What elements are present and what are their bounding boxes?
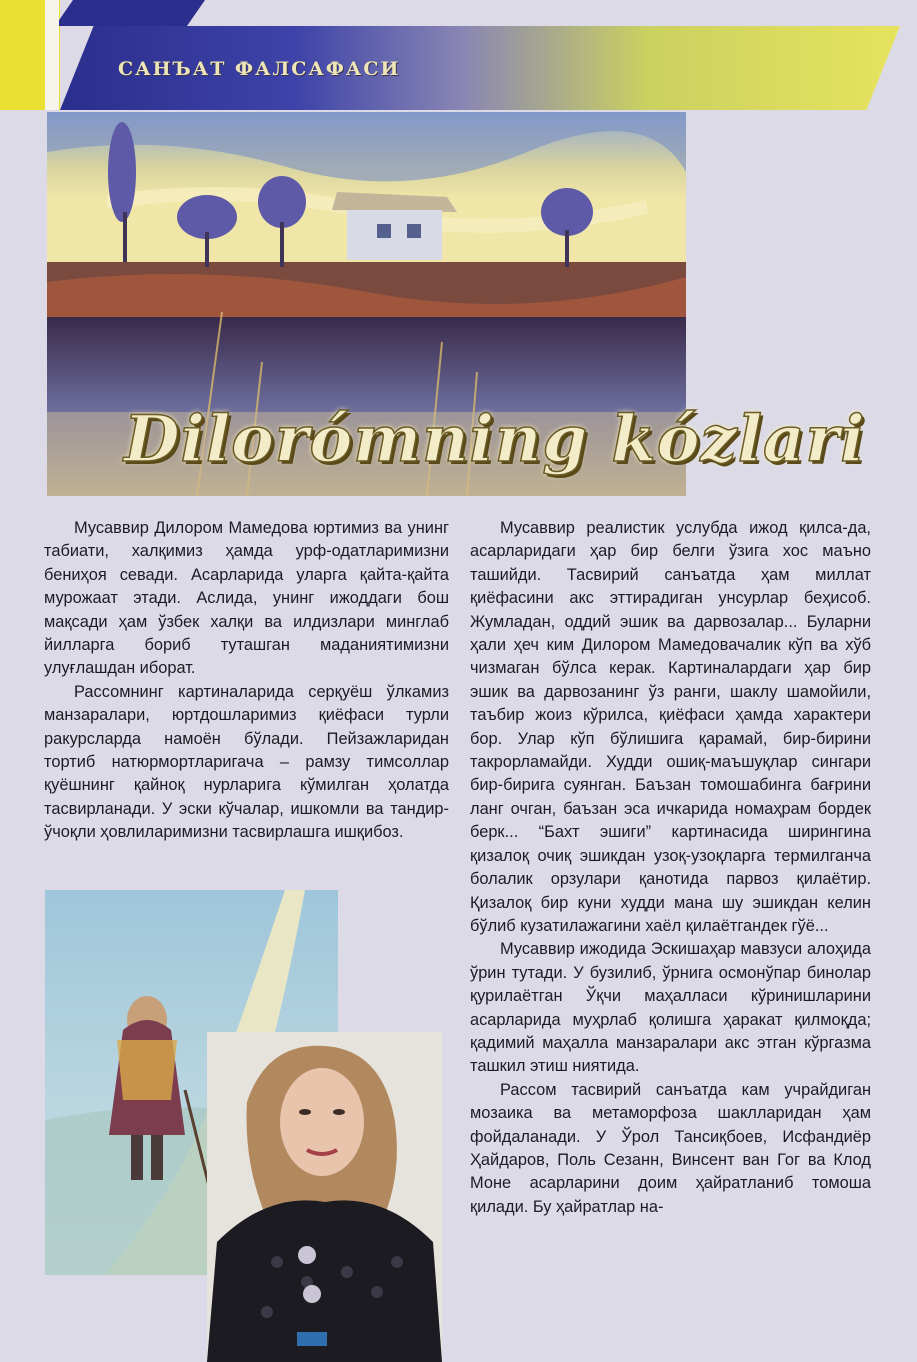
paragraph: Мусаввир ижодида Эскишаҳар мавзуси алоҳида ўрин тутади. У бузилиб, ўрнига осмонўпар бинолар қурилаётган Ўқчи маҳалласи кўринишларини асарларида муҳрлаб қолишга ҳаракат қилмоқда; қадимий маҳалла манзаралари акс этган кўргазма ташкил этиш ниятида. (470, 940, 871, 1076)
paragraph: Рассом тасвирий санъатда кам учрайдиган мозаика ва метаморфоза шаклларидан ҳам фойдаланади. У Ўрол Тансиқбоев, Исфандиёр Ҳайдаров, Поль Сезанн, Винсент ван Гог ва Клод Моне асарларини доим ҳайратланиб томоша қилади. Бу ҳайратлар на- (470, 1080, 871, 1216)
text-column-right (470, 517, 871, 1219)
artist-portrait (207, 1032, 442, 1362)
header-divider (45, 0, 59, 110)
paragraph: Мусаввир Дилором Мамедова юртимиз ва унинг табиати, халқимиз ҳамда урф-одатларимизни бениҳоя севади. Асарларида уларга қайта-қайта мурожаат этади. Аслида, унинг ижоддаги бош мақсади ҳам ўзбек халқи ва илдизлари минглаб йилларга бориб туташган маданиятимизни улуғлашдан иборат. (44, 519, 449, 678)
section-title: САНЪАТ ФАЛСАФАСИ (118, 58, 401, 80)
artist-portrait-photo (207, 1032, 442, 1362)
text-column-left (44, 517, 449, 845)
article-title: Dilorómning kózlari (124, 402, 866, 477)
header-blue-tab (55, 0, 205, 26)
paragraph: Рассомнинг картиналарида серқуёш ўлкамиз манзаралари, юртдошларимиз қиёфаси турли ракурсларда намоён бўлади. Пейзажларидан тортиб натюрмортларигача – рамзу тимсоллар қуёшнинг қайноқ нурларига кўмилган ҳолатда тасвирланади. У эски кўчалар, ишкомли ва тандир-ўчоқли ҳовлиларимизни тасвирлашга ишқибоз. (44, 682, 449, 842)
paragraph: Мусаввир реалистик услубда ижод қилса-да, асарларидаги ҳар бир белги ўзига хос маъно ташийди. Тасвирий санъатда ҳам миллат қиёфасини акс эттирадиган унсурлар беҳисоб. Жумладан, оддий эшик ва дарвозалар... Буларни ҳали ҳеч ким Дилором Мамедовачалик кўп ва хўб чизмаган бўлса керак. Картиналардаги ҳар бир эшик ва дарвозанинг ўз ранги, шаклу шамойили, таъбир жоиз кўрилса, қиёфаси ҳамда характери бор. Улар кўп бўлишига қарамай, бир-бирини такрорламайди. Худди ошиқ-маъшуқлар сингари бир-бирига суянган. Баъзан томошабинга бағрини ланг очган, баъзан эса ичкарида номаҳрам бордек берк... “Бахт эшиги” картинасида ширингина қизалоқ очиқ эшикдан узоқ-узоқларга термилганча болалик орзулари қанотида парвоз қилаётир. Қизалоқ бир куни худди мана шу эшикдан келин бўлиб кузатилажагини хаёл қилаётгандек гўё... (470, 519, 871, 935)
